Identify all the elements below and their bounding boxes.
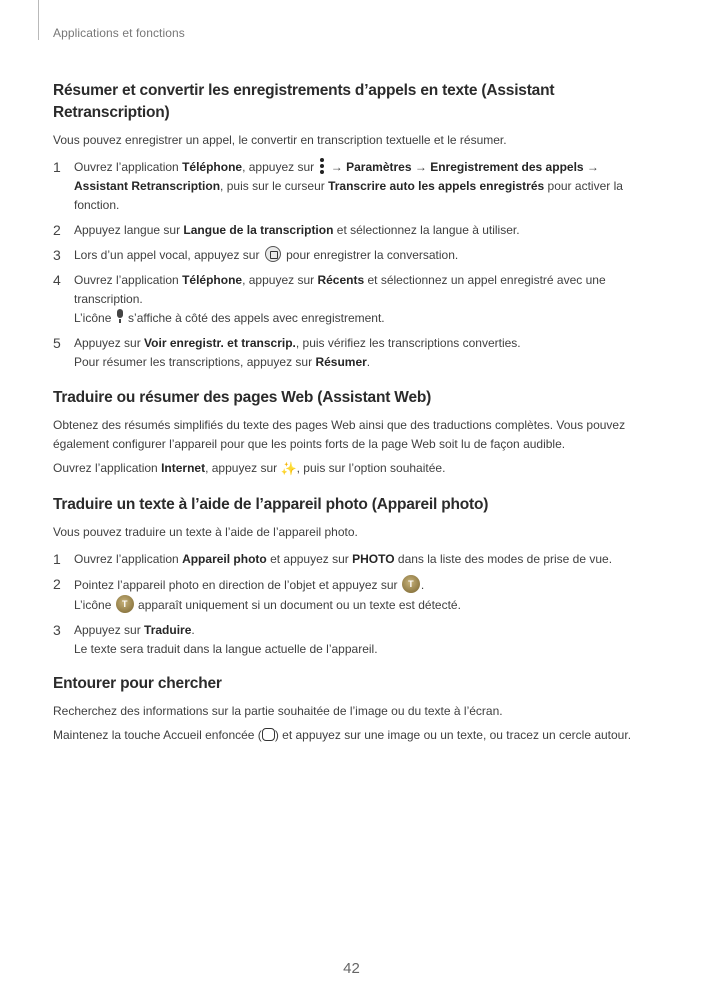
ui-term-settings: Paramètres bbox=[346, 160, 412, 174]
ui-term-internet: Internet bbox=[161, 461, 206, 475]
text: → bbox=[583, 160, 599, 174]
step-3 bbox=[53, 246, 653, 265]
step-1 bbox=[53, 158, 653, 215]
ui-term-transcription-language: Langue de la transcription bbox=[183, 223, 334, 237]
step-text bbox=[74, 575, 653, 615]
text: et sélectionnez un appel enregistré avec une transcription. bbox=[74, 273, 606, 306]
step-4 bbox=[53, 271, 653, 328]
section-camera-translate bbox=[53, 494, 653, 659]
text: Lors d’un appel vocal, appuyez sur bbox=[74, 248, 263, 262]
step-text bbox=[74, 271, 653, 328]
sparkle-icon: ✨ bbox=[280, 461, 297, 476]
step-number: 4 bbox=[53, 272, 61, 288]
text: et appuyez sur bbox=[266, 552, 353, 566]
step-text bbox=[74, 550, 653, 569]
text: , appuyez sur bbox=[242, 160, 318, 174]
section-web-assist bbox=[53, 387, 653, 478]
section-title: Résumer et convertir les enregistrements d’appels en texte (Assistant Retranscription) bbox=[53, 82, 555, 121]
step-text bbox=[74, 334, 653, 372]
text: Appuyez sur bbox=[74, 623, 145, 637]
step-3 bbox=[53, 621, 653, 659]
ui-term-camera: Appareil photo bbox=[182, 552, 267, 566]
text: Appuyez sur bbox=[74, 336, 145, 350]
text: s’affiche à côté des appels avec enregistrement. bbox=[124, 311, 385, 325]
step-2 bbox=[53, 575, 653, 615]
steps-list bbox=[53, 158, 653, 372]
step-note bbox=[74, 353, 653, 372]
margin-rule bbox=[38, 0, 39, 40]
step-number: 2 bbox=[53, 222, 61, 238]
ui-term-view-recording: Voir enregistr. et transcrip. bbox=[144, 336, 296, 350]
step-number: 3 bbox=[53, 247, 61, 263]
text: pour enregistrer la conversation. bbox=[282, 248, 459, 262]
ui-term-photo: PHOTO bbox=[352, 552, 395, 566]
microphone-icon bbox=[116, 309, 124, 324]
step-text bbox=[74, 221, 653, 240]
section-call-transcription bbox=[53, 80, 653, 372]
section-title: Traduire ou résumer des pages Web (Assistant Web) bbox=[53, 389, 432, 406]
section-intro: Vous pouvez traduire un texte à l’aide de l’appareil photo. bbox=[53, 525, 358, 539]
step-number: 3 bbox=[53, 622, 61, 638]
text: , puis sur l’option souhaitée. bbox=[296, 461, 446, 475]
home-key-icon bbox=[262, 728, 275, 741]
text-scan-icon bbox=[116, 595, 134, 613]
paragraph: Obtenez des résumés simplifiés du texte des pages Web ainsi que des traductions complètes. Vous pouvez également configurer l’appareil pour que les points forts de la page Web soit lu de façon audible. bbox=[53, 418, 626, 451]
text: ) et appuyez sur une image ou un texte, ou tracez un cercle autour. bbox=[274, 728, 632, 742]
step-2 bbox=[53, 221, 653, 240]
record-icon bbox=[265, 246, 281, 262]
step-number: 2 bbox=[53, 576, 61, 592]
ui-term-translate: Traduire bbox=[144, 623, 192, 637]
section-circle-to-search bbox=[53, 673, 653, 745]
section-intro: Vous pouvez enregistrer un appel, le convertir en transcription textuelle et le résumer. bbox=[53, 133, 507, 147]
step-main bbox=[74, 271, 653, 309]
ui-term-summarize: Résumer bbox=[315, 355, 367, 369]
text: , appuyez sur bbox=[242, 273, 318, 287]
text: . bbox=[366, 355, 371, 369]
text: Pointez l’appareil photo en direction de l’objet et appuyez sur bbox=[74, 578, 401, 592]
text: et sélectionnez la langue à utiliser. bbox=[333, 223, 520, 237]
section-title: Traduire un texte à l’aide de l’appareil photo (Appareil photo) bbox=[53, 496, 489, 513]
text: pour activer la fonction. bbox=[74, 179, 623, 212]
ui-term-transcript-assist: Assistant Retranscription bbox=[74, 179, 221, 193]
paragraph bbox=[53, 459, 653, 478]
text: dans la liste des modes de prise de vue. bbox=[394, 552, 613, 566]
paragraph: Recherchez des informations sur la partie souhaitée de l’image ou du texte à l’écran. bbox=[53, 704, 503, 718]
step-1 bbox=[53, 550, 653, 569]
ui-term-auto-transcribe: Transcrire auto les appels enregistrés bbox=[328, 179, 545, 193]
text: Ouvrez l’application bbox=[74, 273, 183, 287]
step-number: 1 bbox=[53, 551, 61, 567]
step-number: 5 bbox=[53, 335, 61, 351]
step-main bbox=[74, 575, 653, 595]
step-note bbox=[74, 595, 653, 615]
step-number: 1 bbox=[53, 159, 61, 175]
text: , puis vérifiez les transcriptions converties. bbox=[295, 336, 521, 350]
step-5 bbox=[53, 334, 653, 372]
page-number: 42 bbox=[343, 960, 360, 977]
step-main bbox=[74, 621, 653, 640]
text: . bbox=[420, 578, 425, 592]
text: , appuyez sur bbox=[205, 461, 281, 475]
steps-list bbox=[53, 550, 653, 659]
text: L’icône bbox=[74, 598, 115, 612]
ui-term-phone: Téléphone bbox=[182, 273, 243, 287]
text: Ouvrez l’application bbox=[74, 160, 183, 174]
step-note bbox=[74, 309, 653, 328]
running-header: Applications et fonctions bbox=[53, 26, 185, 40]
ui-term-recents: Récents bbox=[317, 273, 365, 287]
paragraph bbox=[53, 726, 653, 745]
text: Pour résumer les transcriptions, appuyez sur bbox=[74, 355, 316, 369]
text: Ouvrez l’application bbox=[53, 461, 162, 475]
text-scan-icon bbox=[402, 575, 420, 593]
text: Appuyez langue sur bbox=[74, 223, 184, 237]
text: L’icône bbox=[74, 311, 115, 325]
step-text bbox=[74, 621, 653, 659]
text: → bbox=[411, 160, 431, 174]
text: , puis sur le curseur bbox=[220, 179, 329, 193]
more-options-icon bbox=[319, 158, 325, 174]
page-content bbox=[53, 80, 653, 745]
section-title: Entourer pour chercher bbox=[53, 675, 222, 692]
step-text bbox=[74, 246, 653, 265]
text: Ouvrez l’application bbox=[74, 552, 183, 566]
ui-term-call-recording: Enregistrement des appels bbox=[430, 160, 584, 174]
step-main bbox=[74, 334, 653, 353]
ui-term-phone: Téléphone bbox=[182, 160, 243, 174]
step-text bbox=[74, 158, 653, 215]
text: apparaît uniquement si un document ou un texte est détecté. bbox=[134, 598, 461, 612]
step-note: Le texte sera traduit dans la langue actuelle de l’appareil. bbox=[74, 642, 378, 656]
text: → bbox=[327, 160, 347, 174]
text: . bbox=[191, 623, 195, 637]
text: Maintenez la touche Accueil enfoncée ( bbox=[53, 728, 262, 742]
